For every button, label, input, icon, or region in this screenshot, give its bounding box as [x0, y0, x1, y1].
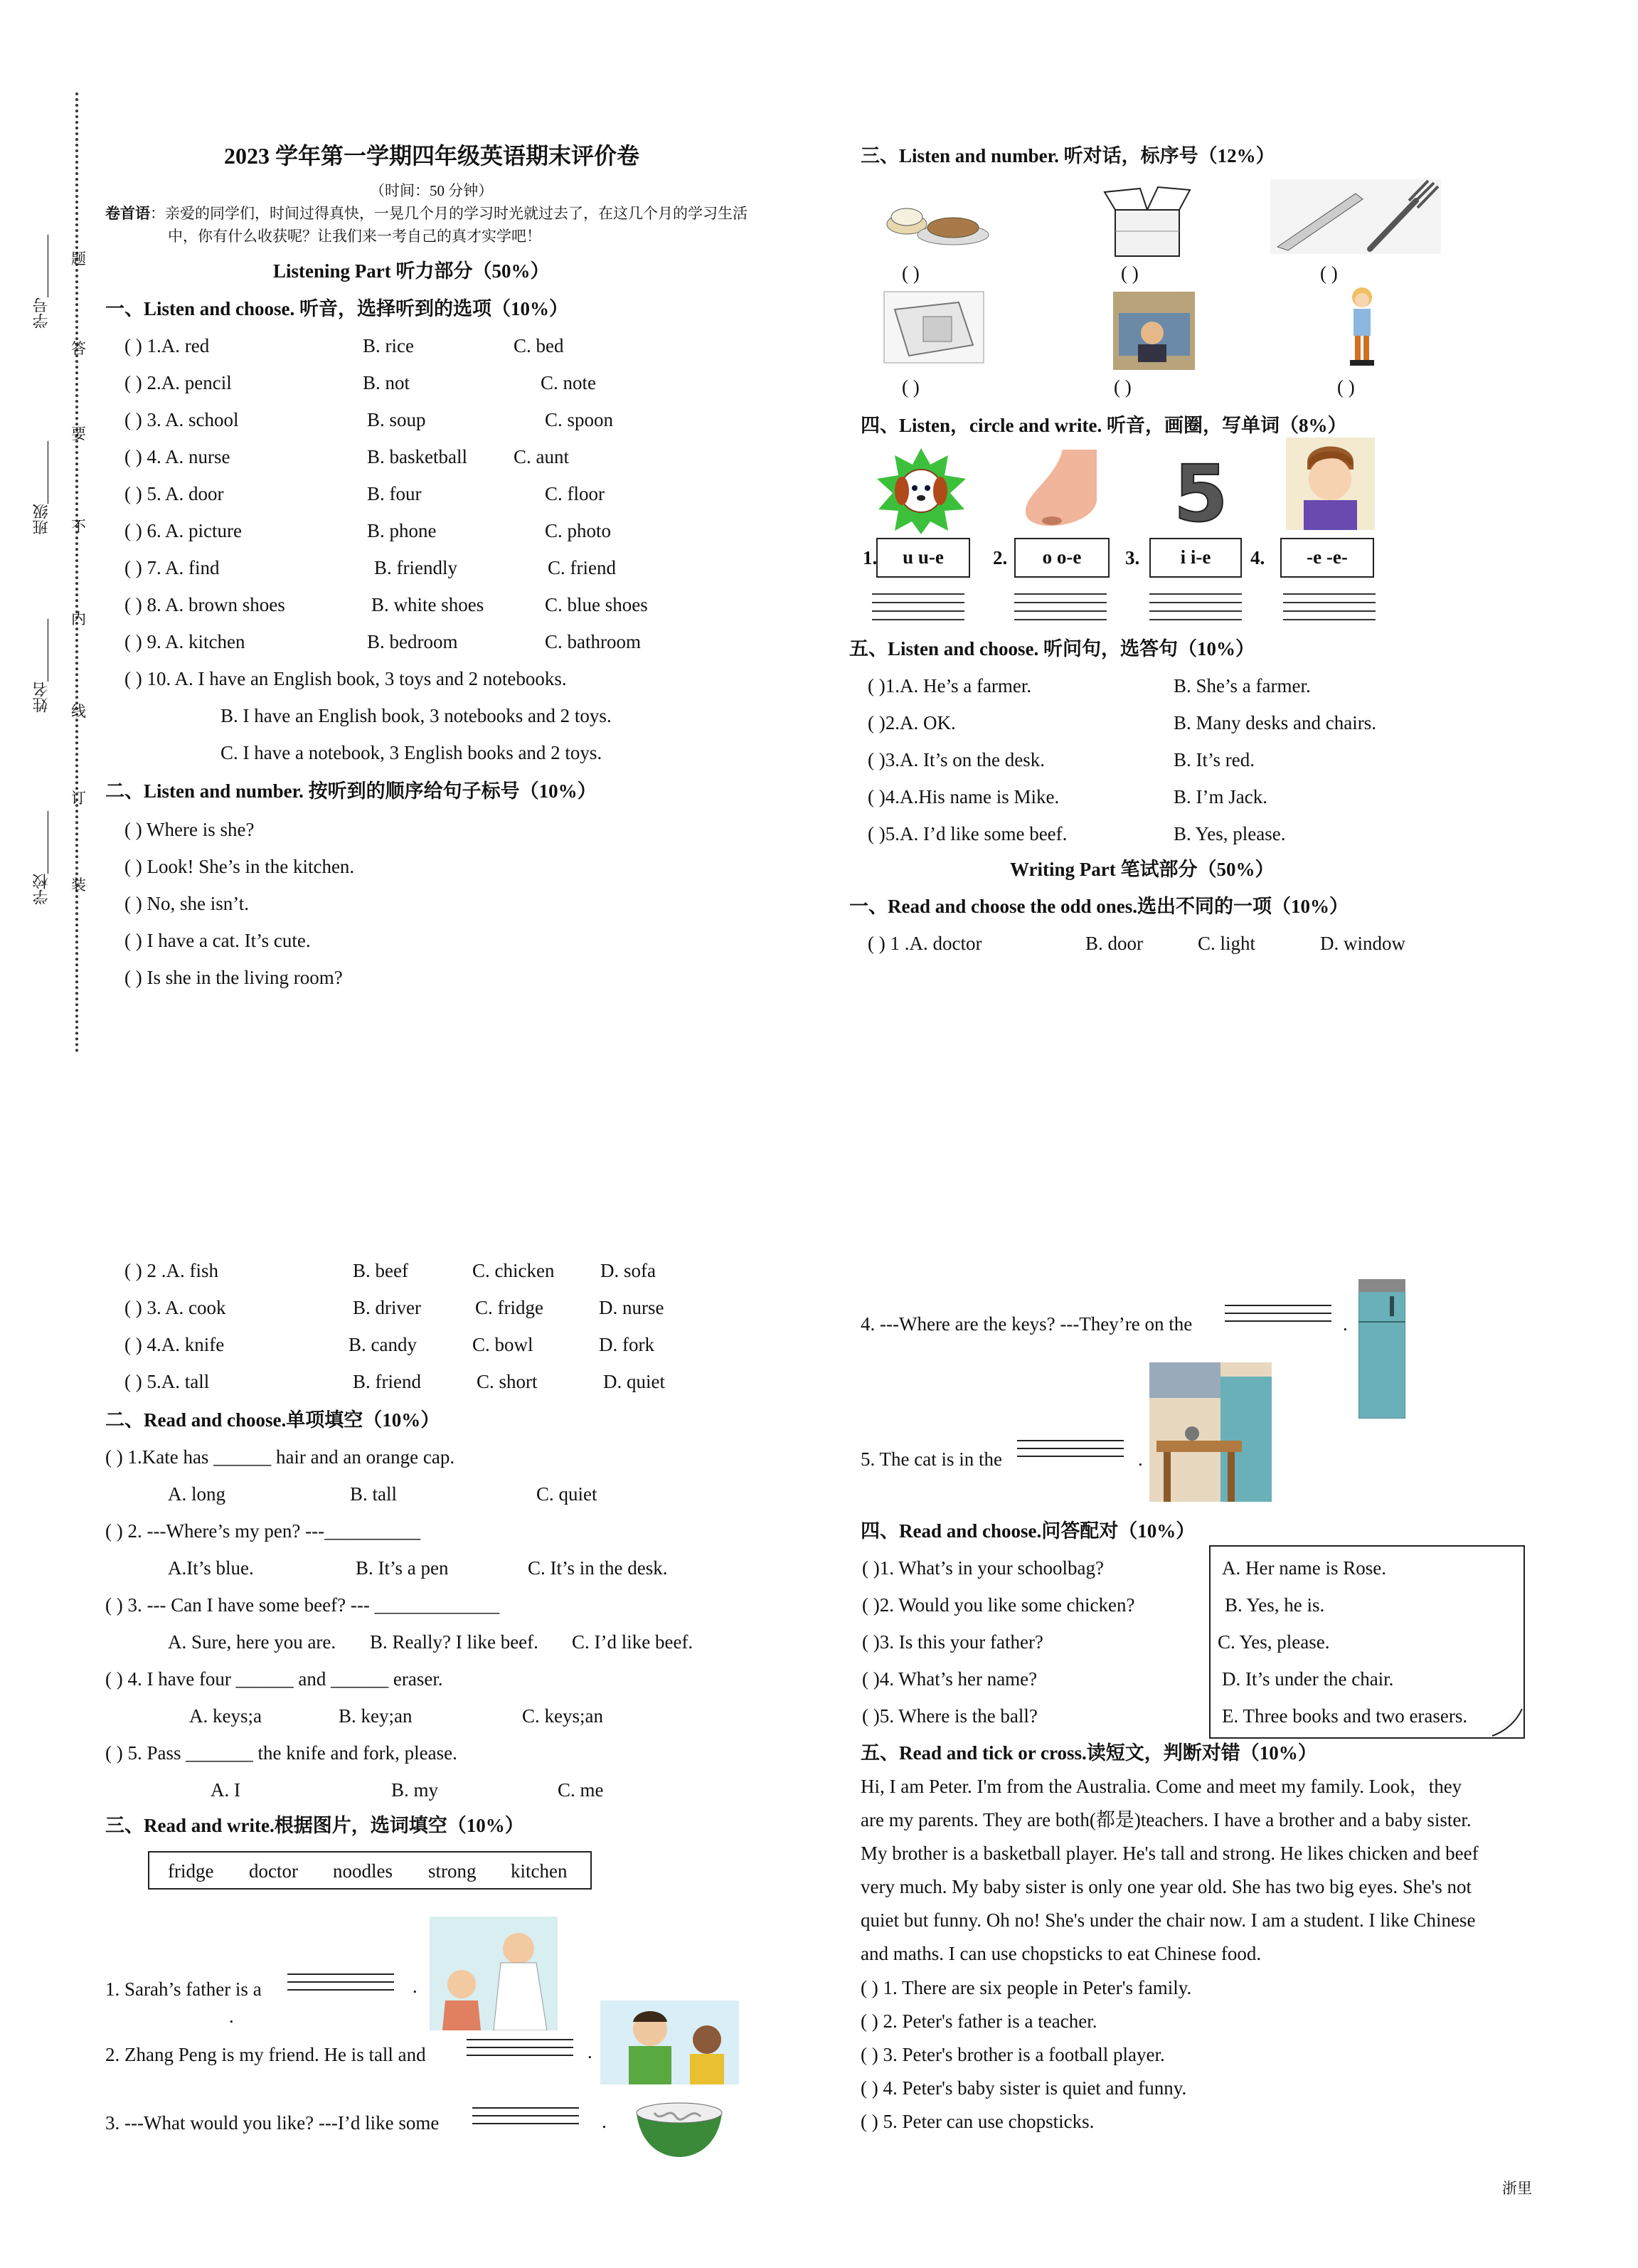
question: ( ) 4. A. nurse [124, 446, 230, 467]
write-lines[interactable] [1283, 589, 1376, 622]
option: B. candy [349, 1334, 417, 1355]
sentence: ( ) Where is she? [124, 819, 255, 840]
word-item-num: 2. [993, 547, 1008, 568]
sentence: ( ) Look! She’s in the kitchen. [124, 856, 355, 877]
answer-blank[interactable] [287, 1971, 394, 1992]
period: . [413, 1976, 418, 1997]
answer-blank[interactable] [472, 2104, 579, 2126]
answer-option: B. Yes, he is. [1225, 1594, 1325, 1616]
field-school: 学校________ [32, 811, 50, 905]
seal-char: 要 [71, 425, 86, 443]
option: B. friendly [374, 557, 457, 578]
seal-char: 题 [71, 250, 86, 267]
girl-picture [1337, 283, 1387, 370]
answer-paren[interactable]: ( ) [1114, 376, 1132, 398]
question: ( )1. What’s in your schoolbag? [862, 1557, 1104, 1579]
option: B. key;an [339, 1705, 413, 1727]
answer-paren[interactable]: ( ) [1337, 376, 1355, 398]
answer-blank[interactable] [1017, 1437, 1124, 1458]
sentence: ( ) Is she in the living room? [124, 967, 343, 988]
option: B. phone [367, 520, 437, 541]
phonics-choice-box[interactable]: u u-e [876, 538, 970, 578]
answer-blank[interactable] [1225, 1302, 1331, 1323]
statement: ( ) 4. Peter's baby sister is quiet and funny. [861, 2077, 1187, 2099]
period: . [229, 2005, 234, 2027]
period: . [1343, 1313, 1348, 1335]
writing-heading: Writing Part 笔试部分（50%） [1010, 859, 1275, 880]
option: C. fridge [475, 1297, 543, 1318]
word-bank-item: kitchen [511, 1860, 568, 1882]
field-label: 姓名 [32, 682, 50, 713]
option: C. me [558, 1779, 604, 1801]
option: C. It’s in the desk. [528, 1557, 668, 1579]
question: ( ) 4. I have four ______ and ______ eraser. [105, 1668, 443, 1690]
nose-picture [1013, 450, 1098, 535]
question: ( ) 2.A. pencil [124, 372, 232, 393]
field-label: 学号 [32, 297, 50, 329]
word-bank-item: fridge [168, 1860, 214, 1882]
exam-time: （时间：50 分钟） [370, 182, 494, 199]
food-picture [882, 185, 996, 256]
exam-title: 2023 学年第一学期四年级英语期末评价卷 [224, 143, 640, 169]
section-heading: 五、Listen and choose. 听问句，选答句（10%） [849, 638, 1255, 659]
option: B. beef [353, 1260, 408, 1281]
fill-sentence: 4. ---Where are the keys? ---They’re on the [861, 1313, 1193, 1335]
option: C. bowl [472, 1334, 533, 1355]
option: C. spoon [545, 409, 614, 430]
answer-paren[interactable]: ( ) [1121, 263, 1139, 284]
option: C. blue shoes [545, 594, 648, 615]
write-lines[interactable] [872, 589, 964, 622]
option: B. my [391, 1779, 439, 1801]
question: ( ) 1.A. red [124, 335, 210, 356]
seal-char: 装 [71, 876, 86, 894]
question: ( ) 9. A. kitchen [124, 631, 245, 652]
section-heading: 三、Listen and number. 听对话，标序号（12%） [861, 145, 1275, 166]
driver-picture [1113, 292, 1195, 370]
option: B. It’s a pen [356, 1557, 449, 1579]
option: B. bedroom [367, 631, 458, 652]
question: ( ) 10. A. I have an English book, 3 toys and 2 notebooks. [124, 668, 567, 689]
question: ( )2.A. OK. [868, 712, 956, 733]
option: A. Sure, here you are. [168, 1631, 336, 1653]
option: B. not [363, 372, 410, 393]
period: . [602, 2111, 607, 2132]
preface-label: 卷首语 [105, 205, 150, 222]
binding-dotted-line [75, 92, 78, 1053]
number-five-picture [1166, 450, 1238, 534]
option: C. aunt [514, 446, 569, 467]
section-heading: 四、Listen，circle and write. 听音，画圈，写单词（8%） [861, 415, 1347, 436]
option: C. keys;an [522, 1705, 603, 1727]
word-bank [148, 1851, 592, 1890]
option: D. sofa [600, 1260, 656, 1281]
phonics-choice-box[interactable]: -e -e- [1280, 538, 1374, 578]
passage-line: quiet but funny. Oh no! She's under the chair now. I am a student. I like Chinese [861, 1909, 1476, 1931]
fill-sentence: 2. Zhang Peng is my friend. He is tall and [105, 2044, 426, 2065]
book-picture [881, 288, 987, 366]
boy-picture [1286, 438, 1375, 530]
preface-text: ：亲爱的同学们，时间过得真快，一晃几个月的学习时光就过去了，在这几个月的学习生活 [150, 205, 748, 222]
question: ( )3.A. It’s on the desk. [868, 749, 1045, 770]
option: B. Yes, please. [1174, 823, 1286, 844]
svg-text:5: 5 [1174, 450, 1228, 534]
question: ( ) 1.Kate has ______ hair and an orange cap. [105, 1446, 455, 1468]
question: ( ) 2. ---Where’s my pen? ---__________ [105, 1520, 421, 1542]
write-lines[interactable] [1149, 589, 1242, 622]
statement: ( ) 3. Peter's brother is a football player. [861, 2044, 1165, 2065]
question: ( )4. What’s her name? [862, 1668, 1038, 1690]
option: B. She’s a farmer. [1174, 675, 1311, 696]
option: B. door [1085, 933, 1143, 954]
answer-option: D. It’s under the chair. [1222, 1668, 1394, 1690]
word-item-num: 4. [1250, 547, 1265, 568]
option: B. tall [350, 1483, 397, 1505]
question: ( ) 3. A. school [124, 409, 239, 430]
answer-paren[interactable]: ( ) [902, 263, 920, 284]
fill-sentence: 3. ---What would you like? ---I’d like some [105, 2112, 440, 2134]
answer-paren[interactable]: ( ) [1320, 263, 1338, 284]
passage-line: Hi, I am Peter. I'm from the Australia. Come and meet my family. Look，they [861, 1776, 1462, 1797]
answer-option: A. Her name is Rose. [1222, 1557, 1386, 1579]
option: D. nurse [599, 1297, 664, 1318]
option: C. photo [545, 520, 612, 541]
sentence: ( ) No, she isn’t. [124, 893, 249, 914]
passage-line: are my parents. They are both(都是)teachers. I have a brother and a baby sister. [861, 1809, 1472, 1830]
option: C. note [541, 372, 596, 393]
kitchen-picture [1149, 1362, 1272, 1502]
field-label: 学校 [32, 874, 50, 905]
option: A. long [168, 1483, 225, 1505]
question: ( ) 6. A. picture [124, 520, 242, 541]
field-student-id: 学号________ [32, 235, 50, 329]
option: B. It’s red. [1174, 749, 1255, 770]
statement: ( ) 5. Peter can use chopsticks. [861, 2111, 1095, 2132]
option: D. fork [599, 1334, 654, 1355]
word-bank-item: doctor [249, 1860, 298, 1882]
answer-option: C. Yes, please. [1218, 1631, 1330, 1653]
section-heading: 二、Listen and number. 按听到的顺序给句子标号（10%） [105, 780, 597, 802]
seal-char: 线 [71, 703, 86, 720]
passage-line: My brother is a basketball player. He's tall and strong. He likes chicken and beef [861, 1843, 1479, 1864]
question: ( ) 5. A. door [124, 483, 224, 504]
option: D. quiet [603, 1371, 665, 1392]
doctor-picture [430, 1917, 558, 2030]
seal-char: 不 [71, 518, 86, 535]
question: ( ) 7. A. find [124, 557, 220, 578]
question: ( )4.A.His name is Mike. [868, 786, 1060, 807]
option: C. light [1198, 933, 1256, 954]
option: B. rice [363, 335, 414, 356]
noodles-picture [633, 2092, 725, 2160]
option: C. friend [548, 557, 616, 578]
option: B. Many desks and chairs. [1174, 712, 1376, 733]
option: B. I have an English book, 3 notebooks and 2 toys. [220, 705, 612, 726]
question: ( ) 2 .A. fish [124, 1260, 218, 1281]
fill-sentence: 5. The cat is in the [861, 1448, 1002, 1470]
question: ( ) 8. A. brown shoes [124, 594, 285, 615]
question: ( )5.A. I’d like some beef. [868, 823, 1068, 844]
statement: ( ) 2. Peter's father is a teacher. [861, 2010, 1097, 2032]
field-name: 姓名________ [32, 619, 50, 713]
option: B. white shoes [371, 594, 484, 615]
option: B. friend [353, 1371, 421, 1392]
option: B. four [367, 483, 422, 504]
dog-picture [873, 447, 969, 536]
field-class: 班级________ [32, 441, 50, 535]
word-bank-item: strong [428, 1860, 477, 1882]
option: C. floor [545, 483, 605, 504]
option: A.It’s blue. [168, 1557, 254, 1579]
section-heading: 一、Listen and choose. 听音，选择听到的选项（10%） [105, 298, 569, 319]
question: ( )3. Is this your father? [862, 1631, 1043, 1653]
reading-passage [861, 1770, 1543, 1971]
option: C. I’d like beef. [572, 1631, 693, 1653]
question: ( ) 1 .A. doctor [868, 933, 982, 954]
section-heading: 四、Read and choose.问答配对（10%） [861, 1520, 1196, 1542]
section-heading: 一、Read and choose the odd ones.选出不同的一项（10%） [849, 896, 1349, 917]
preface-line-2: 中，你有什么收获呢？让我们来一考自己的真才实学吧！ [168, 228, 541, 245]
question: ( )1.A. He’s a farmer. [868, 675, 1032, 696]
option: B. soup [367, 409, 426, 430]
section-heading: 五、Read and tick or cross.读短文，判断对错（10%） [861, 1742, 1317, 1764]
option: D. window [1320, 933, 1405, 954]
option: C. short [477, 1371, 538, 1392]
box-picture [1101, 181, 1193, 260]
question: ( ) 5. Pass _______ the knife and fork, please. [105, 1742, 457, 1764]
passage-line: and maths. I can use chopsticks to eat Chinese food. [861, 1943, 1262, 1964]
option: B. I’m Jack. [1174, 786, 1267, 807]
preface-line-1 [105, 205, 748, 223]
option: C. quiet [536, 1483, 597, 1505]
answer-paren[interactable]: ( ) [902, 376, 920, 398]
fill-sentence: 1. Sarah’s father is a [105, 1978, 262, 2000]
period: . [1138, 1448, 1143, 1470]
word-bank-item: noodles [333, 1860, 393, 1882]
seal-char: 订 [71, 790, 86, 807]
option: C. bed [514, 335, 564, 356]
boys-picture [600, 2001, 739, 2084]
option: C. bathroom [545, 631, 641, 652]
knife-fork-picture [1270, 179, 1441, 254]
field-label: 班级 [32, 504, 50, 535]
answer-option: E. Three books and two erasers. [1222, 1705, 1468, 1727]
word-item-num: 1. [863, 547, 878, 568]
option: B. driver [353, 1297, 421, 1318]
question: ( ) 5.A. tall [124, 1371, 210, 1392]
sentence: ( ) I have a cat. It’s cute. [124, 930, 311, 951]
question: ( ) 3. A. cook [124, 1297, 226, 1318]
option: B. Really? I like beef. [370, 1631, 538, 1653]
page-curl-icon [1491, 1707, 1523, 1737]
phonics-choice-box[interactable]: i i-e [1149, 538, 1242, 578]
option: C. I have a notebook, 3 English books and 2 toys. [220, 742, 602, 763]
seal-char: 答 [71, 340, 86, 357]
word-item-num: 3. [1125, 547, 1140, 568]
section-heading: 二、Read and choose.单项填空（10%） [105, 1409, 440, 1431]
fridge-picture [1358, 1279, 1405, 1419]
question: ( ) 3. --- Can I have some beef? --- _____________ [105, 1594, 500, 1616]
statement: ( ) 1. There are six people in Peter's family. [861, 1977, 1192, 1998]
passage-line: very much. My baby sister is only one year old. She has two big eyes. She's not [861, 1876, 1472, 1897]
section-heading: 三、Read and write.根据图片，选词填空（10%） [105, 1815, 524, 1836]
option: A. keys;a [189, 1705, 262, 1727]
option: A. I [211, 1779, 240, 1801]
footer-mark: 浙里 [1502, 2180, 1532, 2197]
listening-heading: Listening Part 听力部分（50%） [273, 260, 550, 282]
option: B. basketball [367, 446, 467, 467]
period: . [587, 2041, 592, 2062]
seal-char: 内 [71, 610, 86, 627]
phonics-choice-box[interactable]: o o-e [1014, 538, 1110, 578]
option: C. chicken [472, 1260, 555, 1281]
answer-blank[interactable] [467, 2036, 573, 2057]
question: ( )2. Would you like some chicken? [862, 1594, 1135, 1616]
question: ( )5. Where is the ball? [862, 1705, 1038, 1727]
question: ( ) 4.A. knife [124, 1334, 225, 1355]
write-lines[interactable] [1014, 589, 1107, 622]
